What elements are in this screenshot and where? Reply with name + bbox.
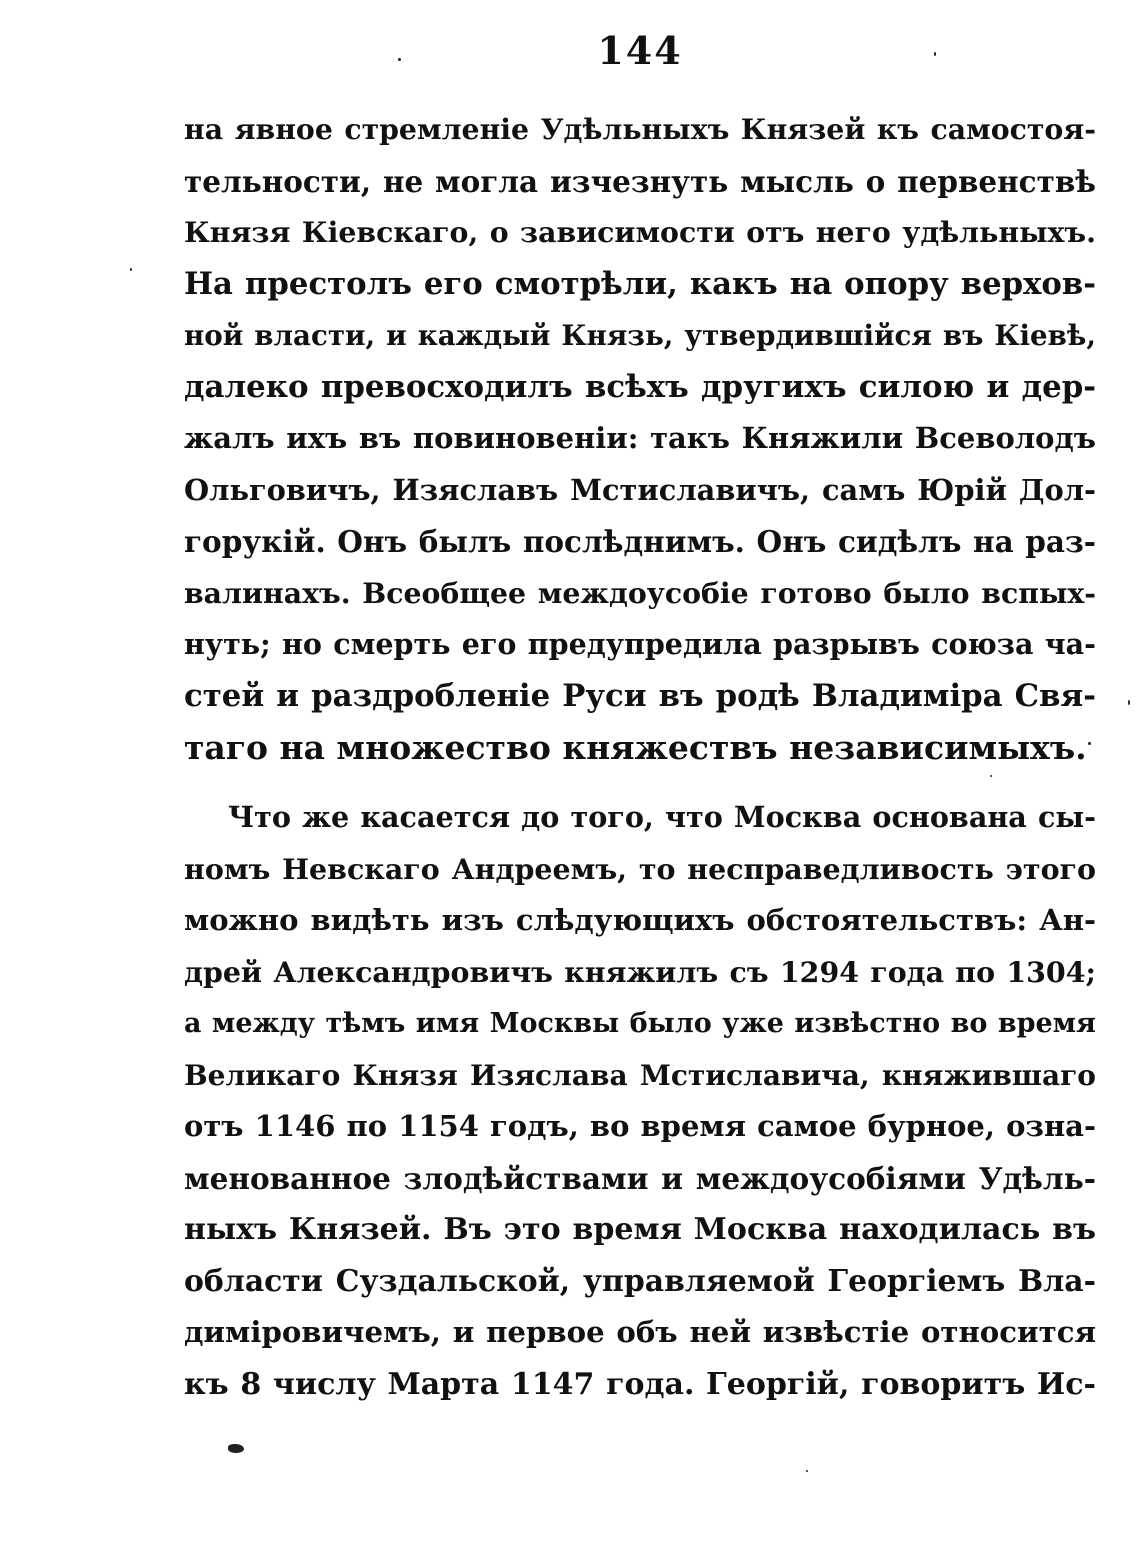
text-line: Что же касается до того, что Москва основана сы- (228, 800, 1096, 834)
text-line: номъ Невскаго Андреемъ, то несправедливость этого (184, 851, 1096, 886)
text-line: менованное злодѣйствами и междоусобіями Удѣль- (184, 1160, 1096, 1196)
text-line: Князя Кіевскаго, о зависимости отъ него удѣльныхъ. (184, 215, 1096, 249)
text-line: отъ 1146 по 1154 годъ, во время самое бурное, озна- (184, 1109, 1096, 1143)
text-line: валинахъ. Всеобщее междоусобіе готово было вспых- (184, 575, 1096, 610)
text-line: На престолъ его смотрѣли, какъ на опору верхов- (184, 265, 1096, 302)
text-line: нуть; но смерть его предупредила разрывъ союза ча- (184, 627, 1096, 661)
print-speck (990, 775, 992, 777)
text-line: Великаго Князя Изяслава Мстиславича, княжившаго (184, 1058, 1096, 1092)
print-speck (1088, 742, 1091, 745)
paragraph-2 (184, 792, 1096, 1410)
text-line: а между тѣмъ имя Москвы было уже извѣстно во время (184, 1008, 1096, 1039)
text-line: ной власти, и каждый Князь, утвердившійся въ Кіевѣ, (184, 319, 1096, 352)
text-line: тельности, не могла изчезнуть мысль о первенствѣ (184, 163, 1096, 199)
text-line: далеко превосходилъ всѣхъ другихъ силою и дер- (184, 368, 1096, 405)
text-line: таго на множество княжествъ независимыхъ. (184, 728, 1087, 767)
print-speck (934, 52, 936, 56)
text-line: жалъ ихъ въ повиновеніи: такъ Княжили Всеволодъ (184, 421, 1096, 455)
page-number: 144 (597, 28, 683, 73)
paragraph-1 (184, 104, 1096, 774)
print-speck (398, 58, 401, 61)
print-speck (1128, 700, 1130, 705)
text-line: горукій. Онъ былъ послѣднимъ. Онъ сидѣлъ на раз- (184, 524, 1096, 559)
text-line: области Суздальской, управляемой Георгіемъ Вла- (184, 1263, 1096, 1299)
text-line: можно видѣть изъ слѣдующихъ обстоятельствъ: Ан- (184, 903, 1096, 937)
print-speck (806, 1470, 808, 1472)
text-line: на явное стремленіе Удѣльныхъ Князей къ самостоя- (184, 112, 1096, 146)
text-line: къ 8 числу Марта 1147 года. Георгій, говоритъ Ис- (184, 1366, 1096, 1402)
text-line: диміровичемъ, и первое объ ней извѣстіе относится (184, 1315, 1096, 1349)
text-line: стей и раздробленіе Руси въ родѣ Владиміра Свя- (184, 677, 1096, 714)
text-line: ныхъ Князей. Въ это время Москва находилась въ (184, 1212, 1096, 1247)
print-speck (130, 268, 132, 271)
print-speck (228, 1444, 244, 1453)
text-line: Ольговичъ, Изяславъ Мстиславичъ, самъ Юрій Дол- (184, 472, 1096, 507)
text-line: дрей Александровичъ княжилъ съ 1294 года по 1304; (184, 954, 1096, 989)
